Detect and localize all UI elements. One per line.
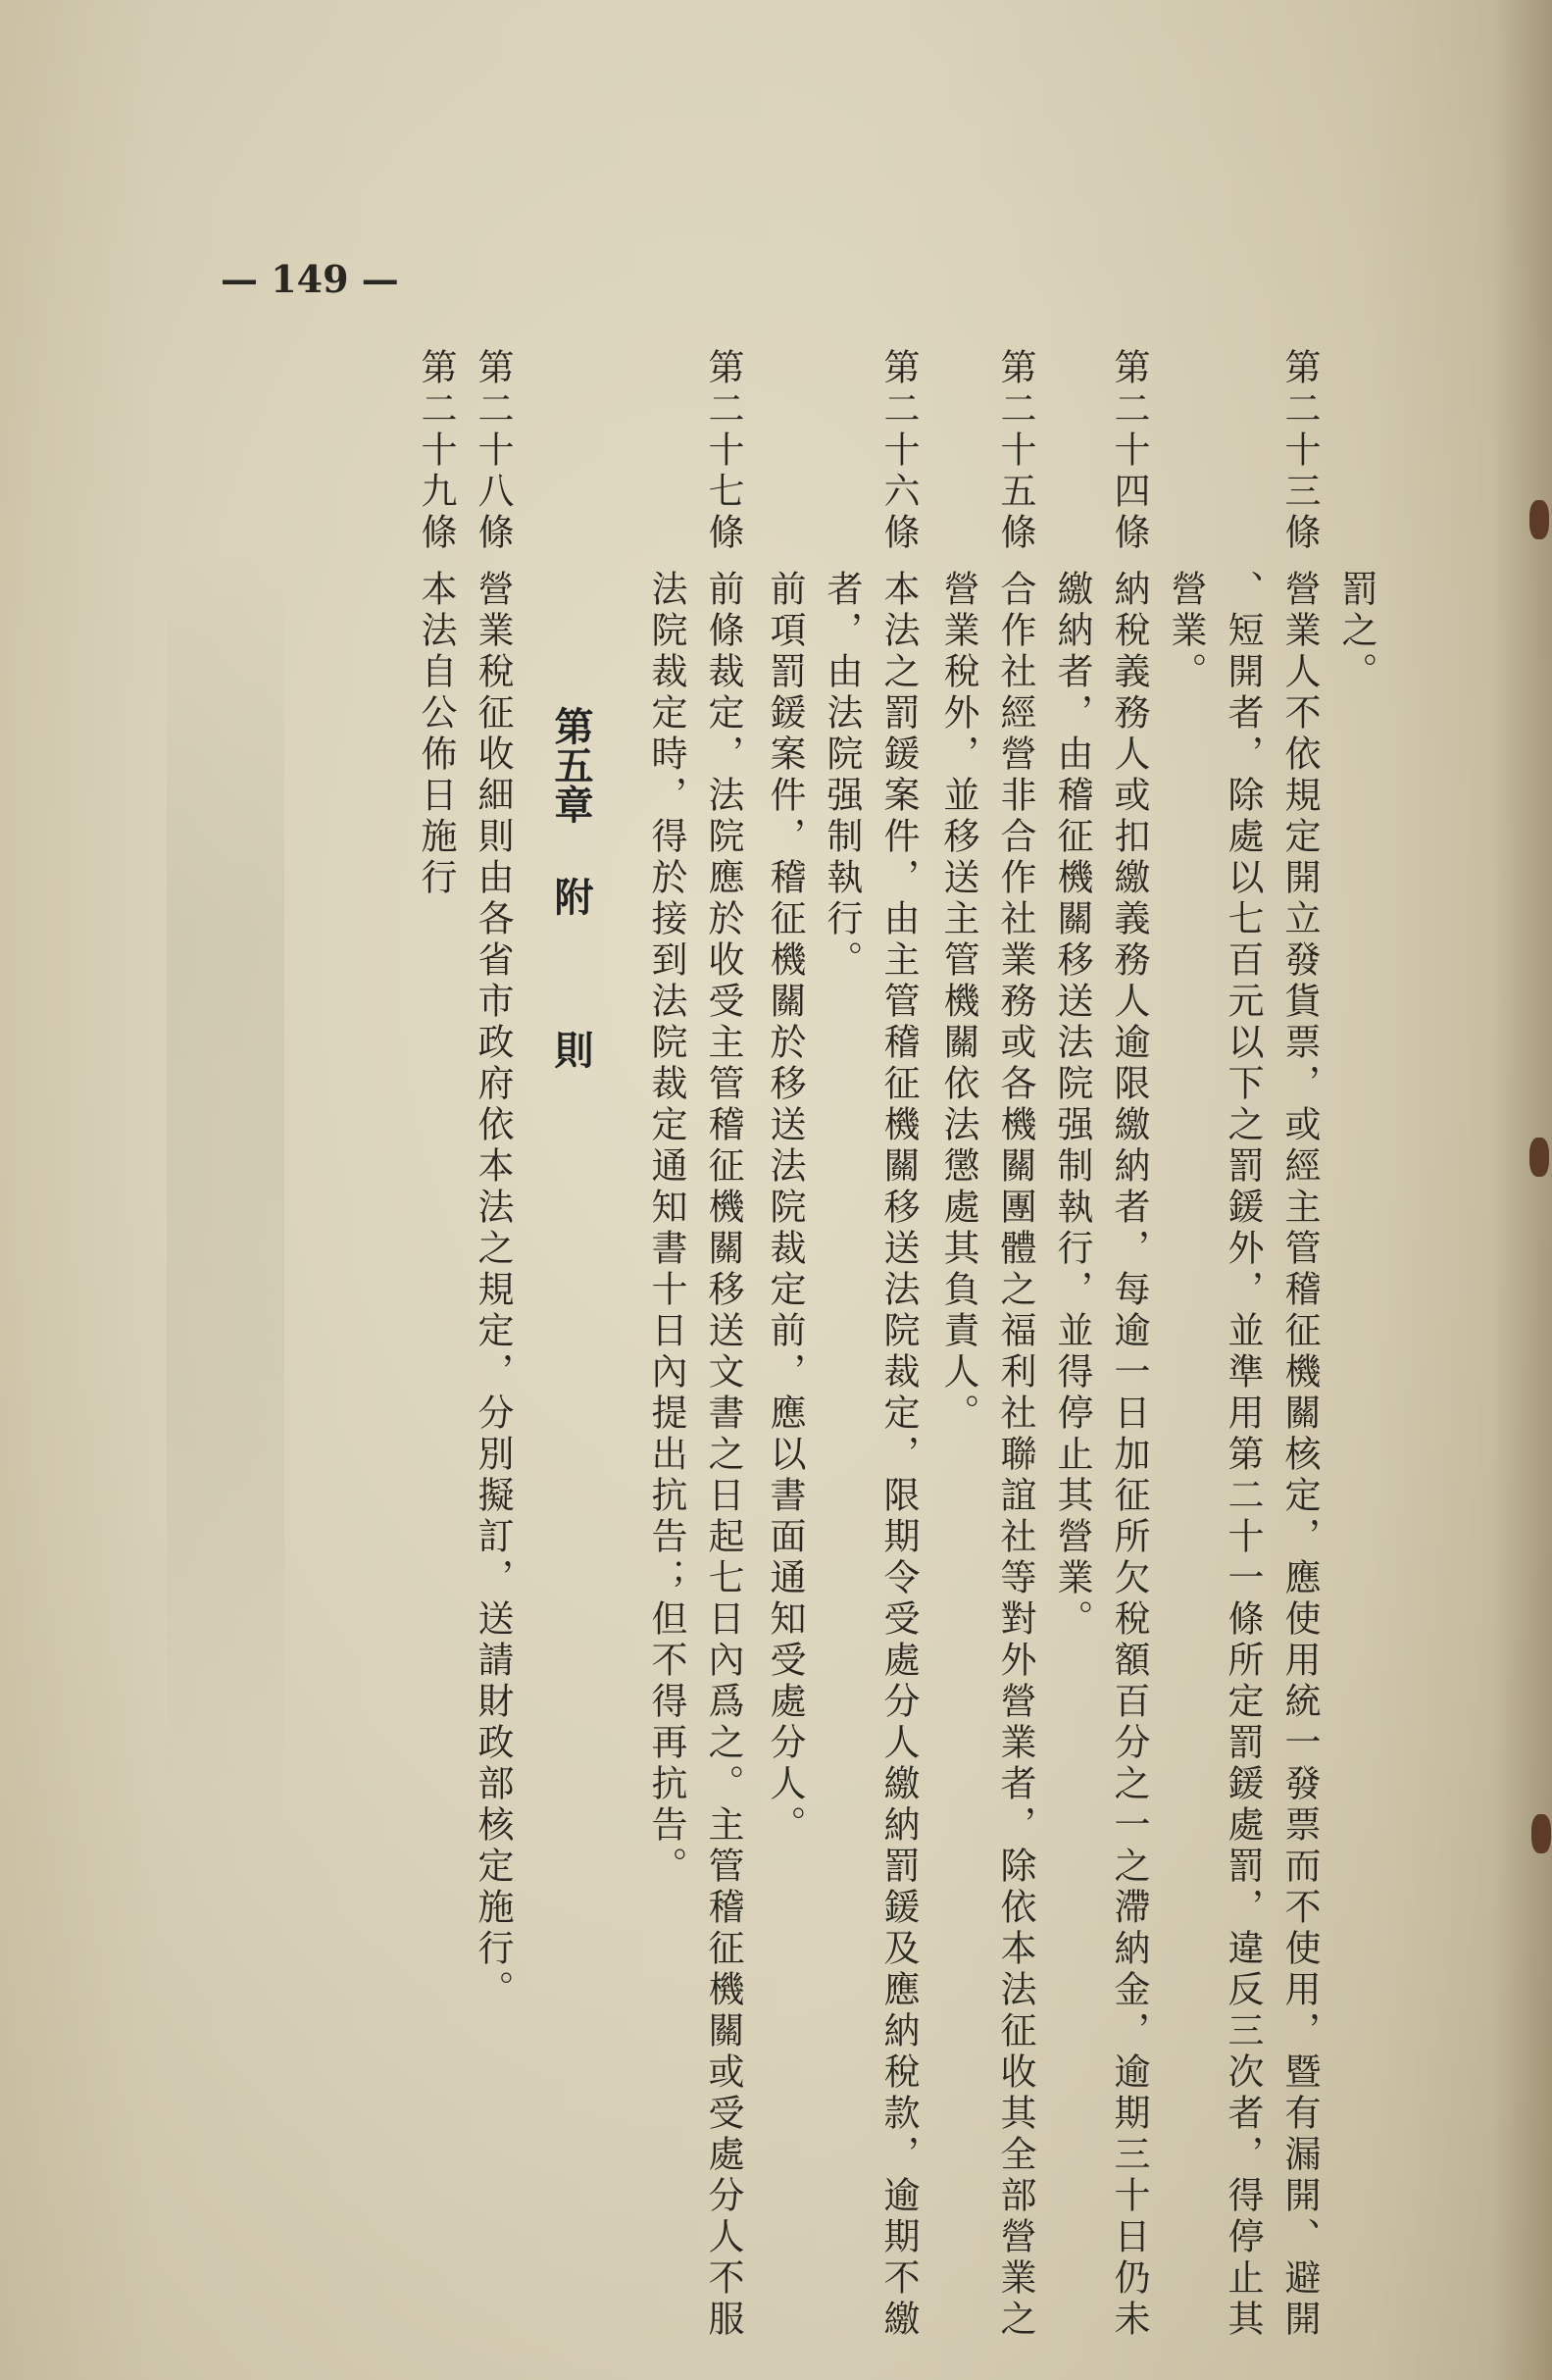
- binding-mark-middle: [1529, 1138, 1549, 1177]
- article-28-line-1: 營業稅征收細則由各省市政府依本法之規定，分別擬訂，送請財政部核定施行。: [472, 570, 514, 2011]
- article-25-line-1: 合作社經營非合作社業務或各機關團體之福利社聯誼社等對外營業者，除依本法征收其全部營業之: [994, 570, 1036, 2341]
- chapter-heading-char-2: 則: [548, 1030, 593, 1069]
- binding-mark-bottom: [1531, 1814, 1551, 1853]
- article-23-line-2: 營業人不依規定開立發貨票，或經主管稽征機關核定，應使用統一發票而不使用，暨有漏開、避開: [1278, 570, 1321, 2341]
- article-26-label: 第二十六條: [877, 348, 920, 554]
- article-23-line-3: 、短開者，除處以七百元以下之罰鍰外，並準用第二十一條所定罰鍰處罰，違反三次者，得停止其: [1222, 570, 1264, 2341]
- article-28-label: 第二十八條: [472, 348, 514, 554]
- article-24-line-2: 繳納者，由稽征機關移送法院强制執行，並得停止其營業。: [1051, 570, 1093, 1641]
- show-through-text: [167, 549, 284, 1824]
- article-23-line-4: 營業。: [1165, 570, 1207, 693]
- article-26-line-2: 者，由法院强制執行。: [821, 570, 863, 982]
- article-26-line-3: 前項罰鍰案件，稽征機關於移送法院裁定前，應以書面通知受處分人。: [764, 570, 806, 1847]
- article-23-line-1: 罰之。: [1335, 570, 1377, 693]
- chapter-heading-char-1: 附: [548, 877, 593, 916]
- article-25-line-2: 營業稅外，並移送主管機關依法懲處其負責人。: [937, 570, 979, 1435]
- article-27-line-1: 前條裁定，法院應於收受主管稽征機關移送文書之日起七日內爲之。主管稽征機關或受處分人不服: [702, 570, 744, 2341]
- article-29-line-1: 本法自公佈日施行: [415, 570, 457, 899]
- article-29-label: 第二十九條: [415, 348, 457, 554]
- article-24-line-1: 納稅義務人或扣繳義務人逾限繳納者，每逾一日加征所欠稅額百分之一之滯納金，逾期三十日仍未: [1108, 570, 1150, 2341]
- article-25-label: 第二十五條: [994, 348, 1036, 554]
- binding-mark-top: [1529, 500, 1549, 539]
- page-number: — 149 —: [221, 257, 399, 301]
- article-24-label: 第二十四條: [1108, 348, 1150, 554]
- article-23-label: 第二十三條: [1278, 348, 1321, 554]
- chapter-heading-number: 第五章: [548, 706, 593, 824]
- chapter-heading: [549, 706, 592, 1069]
- article-27-label: 第二十七條: [702, 348, 744, 554]
- article-26-line-1: 本法之罰鍰案件，由主管稽征機關移送法院裁定，限期令受處分人繳納罰鍰及應納稅款，逾期不繳: [877, 570, 920, 2341]
- article-27-line-2: 法院裁定時，得於接到法院裁定通知書十日內提出抗告；但不得再抗告。: [645, 570, 687, 1888]
- page-edge-shadow: [1493, 0, 1552, 2380]
